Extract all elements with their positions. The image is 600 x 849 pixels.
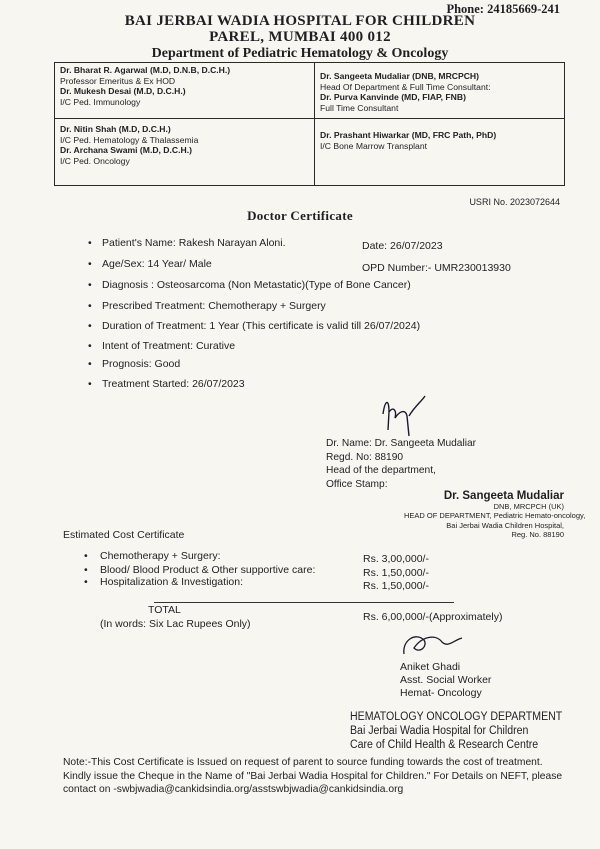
doctors-top-left xyxy=(60,65,230,107)
doctor-line: Professor Emeritus & Ex HOD xyxy=(60,75,176,86)
prognosis-row xyxy=(88,358,180,370)
doctors-bottom-left xyxy=(60,124,198,166)
treatment-row xyxy=(88,300,326,312)
doctors-bottom-right xyxy=(320,130,496,151)
office-stamp-label: Office Stamp: xyxy=(326,478,388,490)
bullet-icon: • xyxy=(88,300,92,312)
doctor-line: Full Time Consultant xyxy=(320,102,399,113)
social-worker-dept: Hemat- Oncology xyxy=(400,687,482,700)
hospital-address: PAREL, MUMBAI 400 012 xyxy=(209,29,391,45)
doctors-table xyxy=(54,62,565,186)
doctor-line: Dr. Mukesh Desai (M.D, D.C.H.) xyxy=(60,86,186,96)
social-worker-signature xyxy=(398,628,468,662)
bullet-icon: • xyxy=(88,340,92,352)
doctors-top-right xyxy=(320,71,491,113)
certificate-title: Doctor Certificate xyxy=(247,208,353,223)
doctor-line: Dr. Archana Swami (M.D, D.C.H.) xyxy=(60,145,192,155)
bullet-icon: • xyxy=(88,378,92,390)
doctor-line: Dr. Sangeeta Mudaliar (DNB, MRCPCH) xyxy=(320,71,480,81)
cost-item-label: Blood/ Blood Product & Other supportive care: xyxy=(100,564,316,576)
signing-doctor-regd: Regd. No: 88190 xyxy=(326,451,404,463)
cost-item-value: Rs. 1,50,000/- xyxy=(363,567,429,579)
started-row xyxy=(88,378,245,390)
bullet-icon: • xyxy=(84,576,88,588)
dept-stamp-line: HEMATOLOGY ONCOLOGY DEPARTMENT xyxy=(350,711,563,723)
bullet-icon: • xyxy=(88,258,92,270)
stamp-line: DNB, MRCPCH (UK) xyxy=(493,501,564,511)
hospital-name: BAI JERBAI WADIA HOSPITAL FOR CHILDREN xyxy=(124,13,476,29)
age-sex-row xyxy=(88,258,212,270)
doctor-signature-block xyxy=(326,437,476,491)
bullet-icon: • xyxy=(88,320,92,332)
usri-number: USRI No. 2023072644 xyxy=(469,197,560,207)
diagnosis-row xyxy=(88,279,411,291)
office-stamp xyxy=(404,490,586,540)
cost-item-label: Hospitalization & Investigation: xyxy=(100,576,243,588)
total-label: TOTAL xyxy=(148,604,181,616)
patient-name-row xyxy=(88,237,286,249)
prescribed-treatment: Prescribed Treatment: Chemotherapy + Surgery xyxy=(102,300,326,312)
total-divider xyxy=(154,602,454,603)
doctor-line: I/C Ped. Oncology xyxy=(60,155,130,166)
intent-row xyxy=(88,340,235,352)
cost-item-value: Rs. 1,50,000/- xyxy=(363,580,429,592)
footer-note: Note:-This Cost Certificate is Issued on request of parent to source funding towards the cost of treatment. Kindly issue the Cheque in the Name of "Bai Jerbai Wadia Hospital for Children." For Details on NEFT, please contact on -swbjwadia@cankidsindia.org/asstswbjwadia@cankidsindia.org xyxy=(63,757,563,795)
stamp-doctor-name: Dr. Sangeeta Mudaliar xyxy=(443,490,564,502)
duration-row xyxy=(88,320,420,332)
doctor-line: Dr. Nitin Shah (M.D, D.C.H.) xyxy=(60,124,171,134)
patient-name: Patient's Name: Rakesh Narayan Aloni. xyxy=(102,237,286,249)
cost-item xyxy=(84,550,221,562)
treatment-started: Treatment Started: 26/07/2023 xyxy=(102,378,245,390)
doctor-line: Dr. Prashant Hiwarkar (MD, FRC Path, PhD) xyxy=(320,130,497,140)
cost-title: Estimated Cost Certificate xyxy=(63,529,185,541)
cost-item-label: Chemotherapy + Surgery: xyxy=(100,550,221,562)
doctor-line: Head Of Department & Full Time Consultant: xyxy=(320,81,491,92)
opd-number: OPD Number:- UMR230013930 xyxy=(362,262,511,274)
stamp-line: Reg. No. 88190 xyxy=(511,530,564,539)
phone-number: Phone: 24185669-241 xyxy=(446,2,560,16)
signing-doctor-role: Head of the department, xyxy=(326,465,436,476)
department-title: Department of Pediatric Hematology & Oncology xyxy=(151,46,449,61)
bullet-icon: • xyxy=(88,237,92,249)
prognosis: Prognosis: Good xyxy=(102,358,181,370)
age-sex: Age/Sex: 14 Year/ Male xyxy=(102,258,212,270)
doctor-line: I/C Bone Marrow Transplant xyxy=(320,140,427,151)
dept-stamp-line: Bai Jerbai Wadia Hospital for Children xyxy=(350,725,529,737)
diagnosis: Diagnosis : Osteosarcoma (Non Metastatic)(Type of Bone Cancer) xyxy=(102,279,411,291)
stamp-line: Bai Jerbai Wadia Children Hospital, xyxy=(446,520,564,530)
cert-date: Date: 26/07/2023 xyxy=(362,240,443,252)
table-divider-horizontal xyxy=(55,118,564,119)
doctor-line: I/C Ped. Hematology & Thalassemia xyxy=(60,134,199,145)
total-value: Rs. 6,00,000/-(Approximately) xyxy=(363,611,503,623)
social-worker-name: Aniket Ghadi xyxy=(400,661,461,673)
total-in-words: (In words: Six Lac Rupees Only) xyxy=(100,618,251,630)
doctor-line: I/C Ped. Immunology xyxy=(60,96,141,107)
cost-item-value: Rs. 3,00,000/- xyxy=(363,553,429,565)
department-stamp xyxy=(350,710,562,752)
bullet-icon: • xyxy=(88,358,92,370)
treatment-intent: Intent of Treatment: Curative xyxy=(102,340,236,352)
dept-stamp-line: Care of Child Health & Research Centre xyxy=(350,739,539,751)
doctor-line: Dr. Purva Kanvinde (MD, FIAP, FNB) xyxy=(320,92,466,102)
treatment-duration: Duration of Treatment: 1 Year (This certificate is valid till 26/07/2024) xyxy=(102,320,421,332)
signing-doctor-name: Dr. Name: Dr. Sangeeta Mudaliar xyxy=(326,438,477,449)
social-worker-block xyxy=(400,661,491,701)
bullet-icon: • xyxy=(88,279,92,291)
doctor-signature xyxy=(375,392,445,440)
social-worker-title: Asst. Social Worker xyxy=(400,674,492,687)
cost-item xyxy=(84,576,243,588)
cost-item xyxy=(84,564,315,576)
bullet-icon: • xyxy=(84,564,88,576)
doctor-line: Dr. Bharat R. Agarwal (M.D, D.N.B, D.C.H.) xyxy=(60,65,231,75)
stamp-line: HEAD OF DEPARTMENT, Pediatric Hemato-oncology, xyxy=(404,511,586,520)
bullet-icon: • xyxy=(84,550,88,562)
table-divider-vertical xyxy=(314,63,315,185)
